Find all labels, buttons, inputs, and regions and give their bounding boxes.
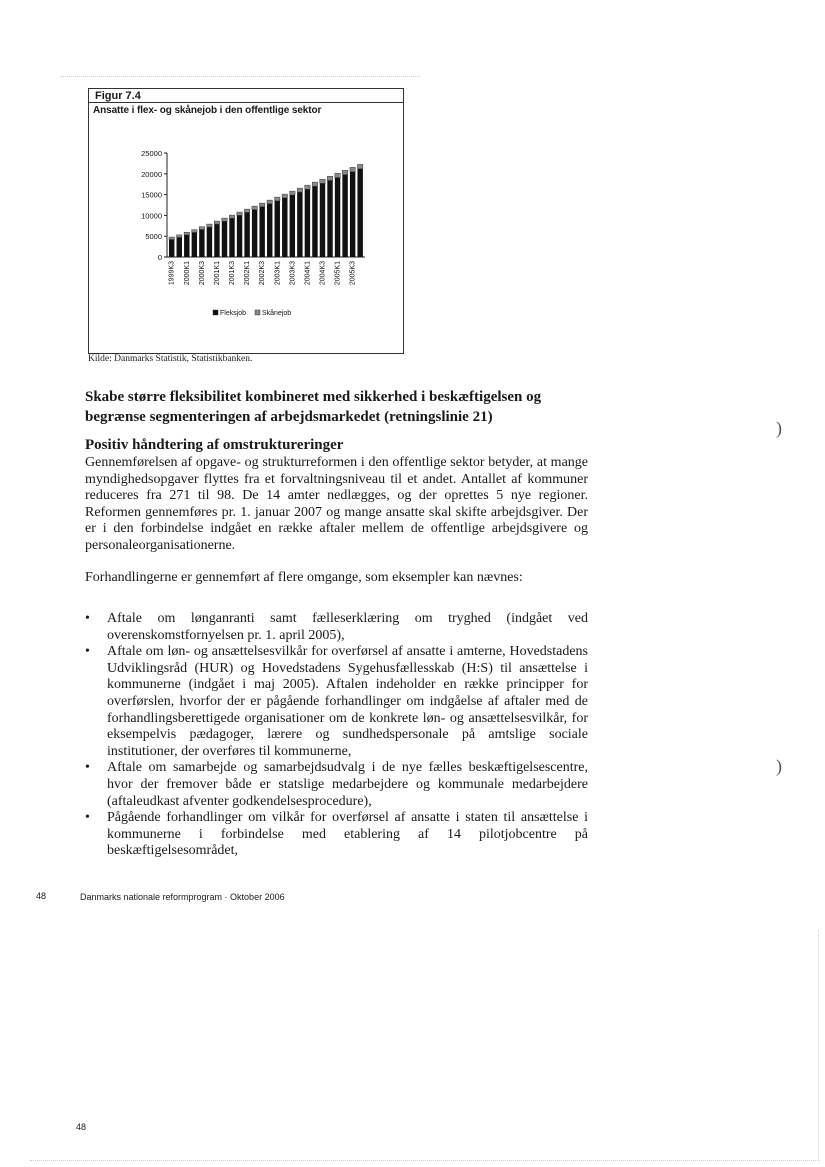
figure-source: Kilde: Danmarks Statistik, Statistikbanken.: [88, 354, 253, 364]
bar-fleksjob: [357, 169, 362, 257]
bullet-text: Aftale om samarbejde og samarbejdsudvalg i de nye fælles beskæftigelsescentre, hvor der fremover både er statslige medarbejdere og kommunale medarbejdere (aftaleudkast afventer godkendelsesprocedure),: [107, 760, 588, 809]
x-tick-label: 2003K3: [289, 261, 297, 286]
x-tick-label: 2005K1: [334, 261, 342, 286]
bar-skaanejob: [222, 218, 227, 221]
bar-skaanejob: [199, 227, 204, 230]
bar-skaanejob: [312, 182, 317, 186]
bar-skaanejob: [229, 215, 234, 218]
bar-fleksjob: [342, 175, 347, 257]
bar-skaanejob: [305, 185, 310, 189]
x-tick-label: 2001K3: [229, 261, 237, 286]
bar-skaanejob: [297, 188, 302, 192]
bar-fleksjob: [335, 178, 340, 257]
bullet-icon: •: [85, 611, 90, 626]
bar-fleksjob: [229, 218, 234, 257]
x-tick-label: 2005K3: [349, 261, 357, 286]
bar-fleksjob: [297, 192, 302, 257]
bar-skaanejob: [259, 203, 264, 207]
x-tick-label: 2004K3: [319, 261, 327, 286]
bullet-icon: •: [85, 810, 90, 826]
bar-skaanejob: [275, 197, 280, 201]
y-tick-label: 10000: [141, 211, 162, 221]
bar-fleksjob: [214, 224, 219, 257]
bullet-list: [85, 611, 588, 860]
bottom-page-number: 48: [76, 1122, 87, 1132]
bullet-text: Pågående forhandlinger om vilkår for overførsel af ansatte i staten til ansættelse i kommunerne i forbindelse med etablering af 14 pilotjobcentre på beskæftigelsesområdet,: [107, 810, 588, 859]
bar-skaanejob: [214, 221, 219, 224]
y-tick-label: 0: [157, 253, 162, 262]
bar-fleksjob: [222, 221, 227, 257]
bar-skaanejob: [177, 235, 182, 238]
bar-skaanejob: [192, 230, 197, 233]
x-tick-label: 2002K1: [244, 261, 252, 286]
bar-skaanejob: [237, 212, 242, 215]
footer-text: Danmarks nationale reformprogram · Oktober 2006: [80, 892, 285, 902]
bar-skaanejob: [282, 194, 287, 198]
figure-title: Ansatte i flex- og skånejob i den offentlige sektor: [93, 105, 322, 116]
y-tick-label: 20000: [141, 169, 162, 179]
bar-skaanejob: [350, 167, 355, 171]
bar-fleksjob: [177, 237, 182, 257]
bullet-icon: •: [85, 644, 90, 660]
bar-skaanejob: [169, 237, 174, 239]
body-paragraph: Gennemførelsen af opgave- og strukturreformen i den offentlige sektor betyder, at mange myndighedsopgaver flyttes fra et forvaltningsniveau til et andet. Antallet af kommuner reduceres fra 271 til 98. De 14 amter nedlægges, og der oprettes 5 nye regioner. Reformen gennemføres pr. 1. januar 2007 og mange ansatte skal skifte arbejdsgiver. Der er i den forbindelse indgået en række aftaler mellem de offentlige arbejdsgivere og personaleorganisationerne.: [85, 455, 588, 553]
y-tick-label: 15000: [141, 190, 162, 200]
bar-fleksjob: [275, 201, 280, 257]
bar-fleksjob: [327, 180, 332, 257]
y-tick-label: 25000: [141, 149, 162, 158]
bar-skaanejob: [320, 179, 325, 183]
bar-skaanejob: [184, 232, 189, 235]
scan-edge-line: [30, 1160, 820, 1161]
bullet-item: [85, 644, 588, 760]
bar-skaanejob: [335, 173, 340, 177]
bar-fleksjob: [259, 207, 264, 257]
bar-fleksjob: [267, 204, 272, 257]
bar-skaanejob: [342, 170, 347, 174]
section-heading: Skabe større fleksibilitet kombineret med sikkerhed i beskæftigelsen og begrænse segmenteringen af arbejdsmarkedet (retningslinie 21): [85, 389, 542, 425]
bullet-text: Aftale om lønganranti samt fælleserklæring om tryghed (indgået ved overenskomstfornyelsen pr. 1. april 2005),: [107, 611, 588, 643]
bar-fleksjob: [312, 186, 317, 257]
footer-page-number: 48: [36, 891, 47, 901]
bullet-text: Aftale om løn- og ansættelsesvilkår for overførsel af ansatte i amterne, Hovedstadens Udviklingsråd (HUR) og Hovedstadens Sygehusfællesskab (H:S) til ansættelse i kommunerne (indgået i maj 2005). Aftalen indeholder en række principper for overførslen, hvorfor der er pågående forhandlinger om indgåelse af aftaler med de forhandlingsberettigede organisationer om de konkrete løn- og ansættelsesvilkår, for eksempelvis pædagoger, lærere og sundhedspersonale på amtslige sociale institutioner, der overføres til kommunerne,: [107, 644, 588, 759]
legend-swatch: [255, 310, 260, 315]
bullet-icon: •: [85, 760, 90, 776]
y-tick-label: 5000: [145, 232, 162, 242]
bullet-item: [85, 760, 588, 810]
bar-fleksjob: [320, 183, 325, 257]
bullet-item: [85, 810, 588, 860]
bar-skaanejob: [207, 224, 212, 227]
bar-fleksjob: [290, 195, 295, 257]
bar-fleksjob: [244, 212, 249, 257]
bar-skaanejob: [244, 209, 249, 212]
bar-skaanejob: [267, 200, 272, 204]
bar-fleksjob: [169, 240, 174, 257]
margin-mark: ): [776, 418, 782, 438]
bar-skaanejob: [357, 164, 362, 168]
legend-swatch: [213, 310, 218, 315]
bar-fleksjob: [184, 235, 189, 257]
bar-fleksjob: [199, 230, 204, 257]
scan-edge-line: [60, 76, 420, 77]
bullet-item: [85, 611, 588, 644]
bar-fleksjob: [305, 189, 310, 257]
figure-label: Figur 7.4: [95, 90, 141, 102]
x-tick-label: 2001K1: [213, 261, 221, 286]
bar-fleksjob: [207, 227, 212, 257]
bar-chart: [89, 89, 403, 353]
bar-skaanejob: [252, 206, 257, 209]
figure-box: [88, 88, 404, 354]
section-subheading: Positiv håndtering af omstruktureringer: [85, 437, 344, 453]
legend-label: Fleksjob: [220, 310, 247, 317]
x-tick-label: 1999K3: [168, 261, 176, 286]
bar-fleksjob: [192, 232, 197, 257]
bar-fleksjob: [350, 172, 355, 257]
bar-fleksjob: [282, 198, 287, 257]
scan-edge-line: [818, 930, 819, 1160]
x-tick-label: 2002K3: [259, 261, 267, 286]
bar-fleksjob: [252, 210, 257, 257]
bar-skaanejob: [290, 191, 295, 195]
legend-label: Skånejob: [262, 310, 292, 317]
body-paragraph: Forhandlingerne er gennemført af flere omgange, som eksempler kan nævnes:: [85, 570, 523, 585]
x-tick-label: 2003K1: [274, 261, 282, 286]
bar-skaanejob: [327, 176, 332, 180]
bar-fleksjob: [237, 215, 242, 257]
x-tick-label: 2000K3: [198, 261, 206, 286]
x-tick-label: 2004K1: [304, 261, 312, 286]
margin-mark: ): [776, 756, 782, 776]
x-tick-label: 2000K1: [183, 261, 191, 286]
